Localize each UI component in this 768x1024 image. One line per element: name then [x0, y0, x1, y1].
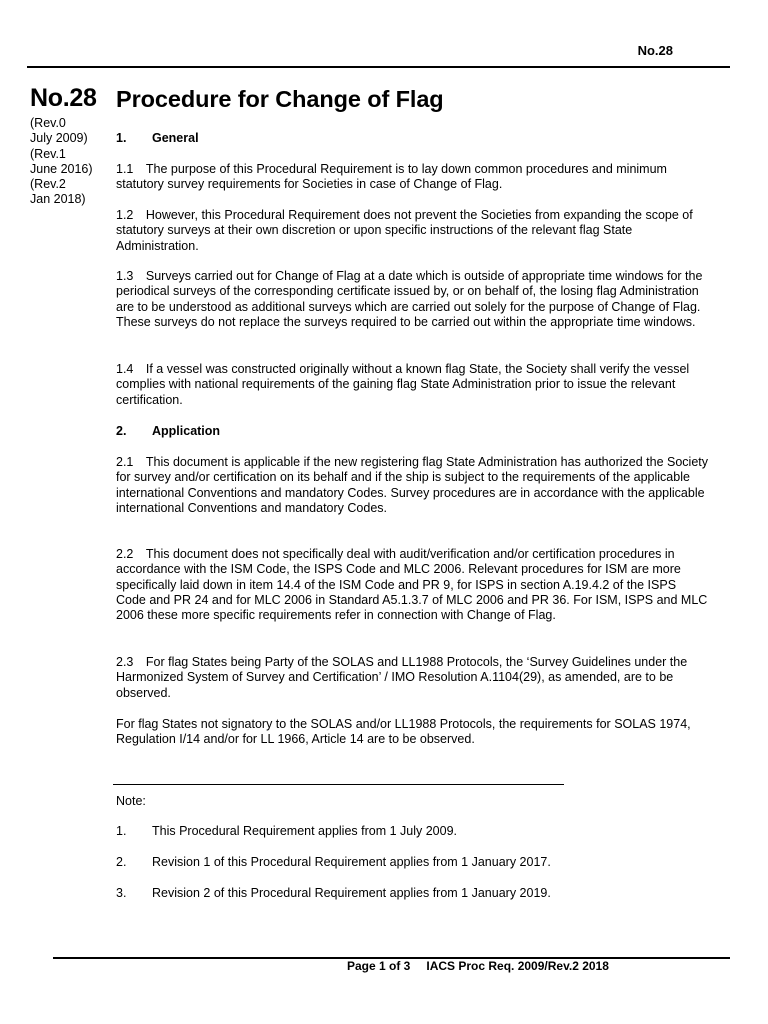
paragraph-1-2: 1.2 However, this Procedural Requirement does not prevent the Societies from expanding the scope of statutory surveys at their own discretion or upon specific instructions of the relevant flag State Administration. — [116, 208, 693, 253]
paragraph-2-2: 2.2 This document does not specifically deal with audit/verification and/or certification procedures in accordance with the ISM Code, the ISPS Code and MLC 2006. Relevant procedures for ISM are more specifically laid down in item 14.4 of the ISM Code and PR 9, for ISPS in section A.19.4.2 of the ISPS Code and PR 24 and for MLC 2006 in Standard A5.1.3.7 of MLC 2006 and PR 36. For ISM, ISPS and MLC 2006 these more specific requirements refer in connection with Change of Flag. — [116, 547, 708, 623]
revision-list — [30, 116, 93, 208]
section-heading-general — [116, 131, 708, 146]
document-title: Procedure for Change of Flag — [116, 86, 444, 112]
note-item — [116, 855, 551, 869]
section-title: General — [152, 131, 199, 145]
section-number: 1. — [116, 131, 127, 145]
note-divider — [113, 784, 564, 785]
note-number: 1. — [116, 824, 127, 838]
paragraph-1-4: 1.4 If a vessel was constructed originally without a known flag State, the Society shall verify the vessel complies with national requirements of the gaining flag State Administration prior to issue the relevant certification. — [116, 362, 690, 407]
paragraph-1-1: 1.1 The purpose of this Procedural Requirement is to lay down common procedures and minimum statutory survey requirements for Societies in case of Change of Flag. — [116, 162, 667, 192]
header-doc-number: No.28 — [637, 43, 673, 58]
document-reference: IACS Proc Req. 2009/Rev.2 2018 — [426, 959, 609, 973]
revision-line: Jan 2018) — [30, 192, 86, 207]
paragraph-2-1: 2.1 This document is applicable if the new registering flag State Administration has authorized the Society for survey and/or certification on its behalf and if the ship is subject to the requirements of the applicable international Conventions and mandatory Codes. Survey procedures are in accordance with the applicable international Conventions and mandatory Codes. — [116, 455, 708, 515]
revision-line: (Rev.0 — [30, 116, 66, 130]
section-number: 2. — [116, 424, 127, 438]
note-number: 3. — [116, 886, 127, 900]
note-item — [116, 824, 457, 838]
section-heading-application — [116, 424, 708, 439]
revision-line: July 2009) — [30, 131, 88, 146]
page-footer — [347, 959, 609, 973]
note-number: 2. — [116, 855, 127, 869]
header-rule — [27, 66, 730, 68]
note-label: Note: — [116, 794, 146, 808]
page-number: Page 1 of 3 — [347, 959, 411, 973]
note-text: Revision 2 of this Procedural Requirement applies from 1 January 2019. — [152, 886, 551, 900]
section-title: Application — [152, 424, 221, 438]
note-text: This Procedural Requirement applies from 1 July 2009. — [152, 824, 458, 838]
paragraph-1-3: 1.3 Surveys carried out for Change of Flag at a date which is outside of appropriate time windows for the periodical surveys of the corresponding certificate issued by, or on behalf of, the losing flag Administration are to be understood as additional surveys which are carried out solely for the purpose of Change of Flag. These surveys do not replace the surveys required to be carried out within the appropriate time windows. — [116, 269, 703, 329]
paragraph-2-4: For flag States not signatory to the SOLAS and/or LL1988 Protocols, the requirements for SOLAS 1974, Regulation I/14 and/or for LL 1966, Article 14 are to be observed. — [116, 717, 691, 747]
revision-line: (Rev.2 — [30, 177, 66, 192]
paragraph-2-3: 2.3 For flag States being Party of the SOLAS and LL1988 Protocols, the ‘Survey Guidelines under the Harmonized System of Survey and Certification’ / IMO Resolution A.1104(29), as amended, are to be observed. — [116, 655, 688, 700]
revision-line: June 2016) — [30, 161, 93, 176]
note-text: Revision 1 of this Procedural Requirement applies from 1 January 2017. — [152, 855, 551, 869]
revision-line: (Rev.1 — [30, 146, 66, 161]
doc-number: No.28 — [30, 84, 97, 112]
note-item — [116, 886, 551, 900]
